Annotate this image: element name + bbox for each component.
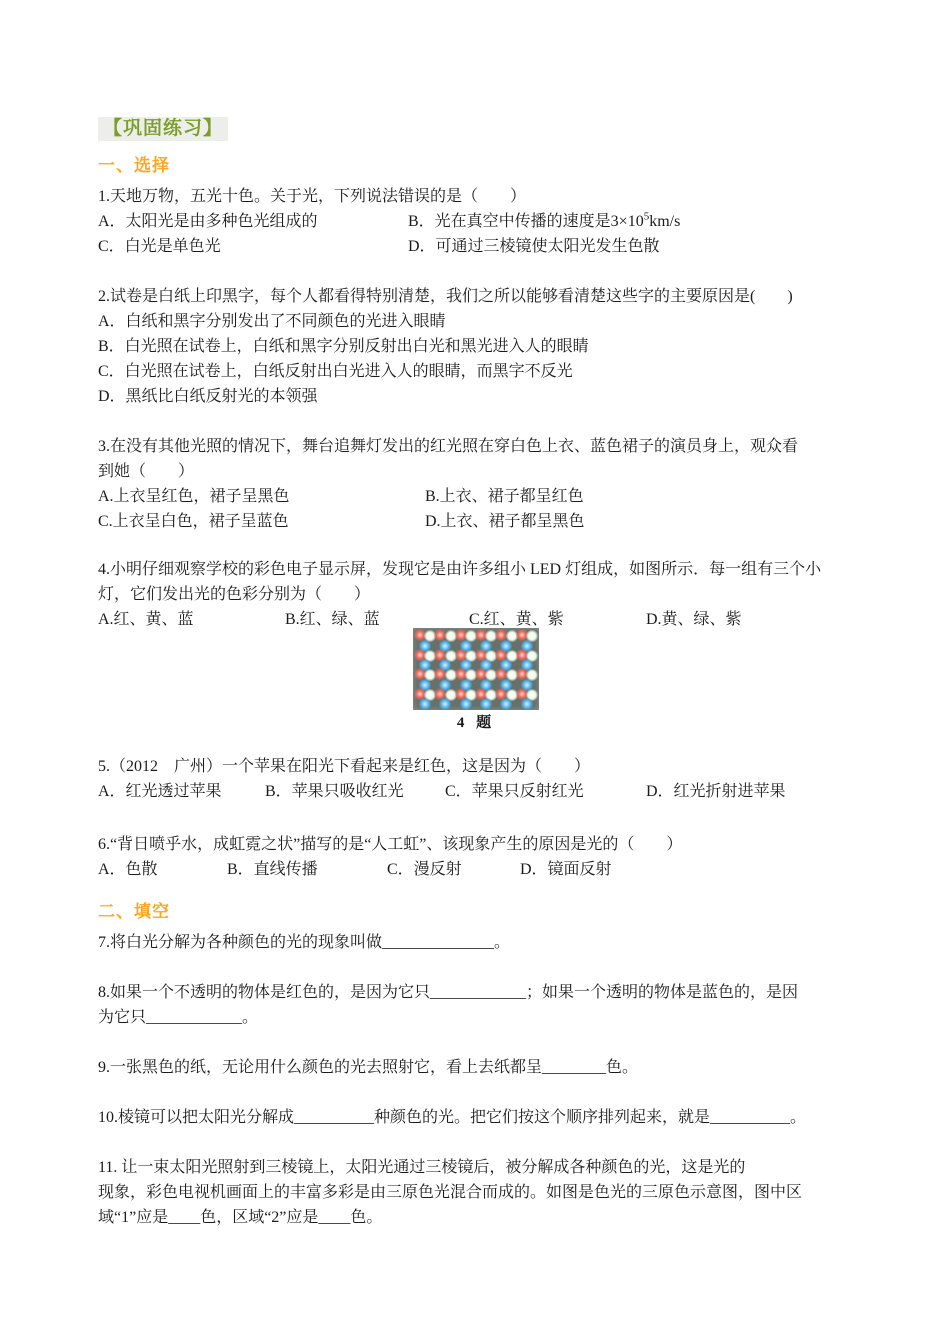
led-group	[496, 669, 516, 689]
led-group	[435, 689, 455, 709]
led-group	[476, 650, 496, 670]
question-5	[98, 754, 860, 804]
question-3-option-c: C.上衣呈白色，裙子呈蓝色	[98, 513, 289, 530]
led-group	[476, 630, 496, 650]
question-4	[98, 557, 860, 734]
option-b-base: B．光在真空中传播的速度是3×10	[408, 213, 644, 230]
question-8-text-line1: 8.如果一个不透明的物体是红色的，是因为它只____________；如果一个透明的物体是蓝色的，是因	[98, 984, 799, 1001]
question-11	[98, 1155, 860, 1230]
question-4-option-b: B.红、绿、蓝	[285, 611, 380, 628]
question-2-option-d: D．黑纸比白纸反射光的本领强	[98, 388, 318, 405]
led-group	[517, 689, 537, 709]
question-1	[98, 184, 860, 259]
blue-led-dot	[480, 698, 492, 710]
led-group	[435, 669, 455, 689]
section-choice-title: 一、选择	[98, 156, 170, 175]
question-2-option-c: C．白光照在试卷上，白纸反射出白光进入人的眼睛，而黑字不反光	[98, 363, 573, 380]
question-6-option-c: C．漫反射	[387, 861, 462, 878]
led-group	[435, 630, 455, 650]
blue-led-dot	[521, 698, 533, 710]
question-11-text-line3: 域“1”应是____色，区域“2”应是____色。	[98, 1209, 383, 1226]
led-group	[435, 650, 455, 670]
question-4-option-d: D.黄、绿、紫	[646, 611, 742, 628]
question-3-option-b: B.上衣、裙子都呈红色	[425, 488, 584, 505]
section-fill-title: 二、填空	[98, 902, 170, 921]
led-display-image	[413, 628, 539, 710]
led-group	[415, 689, 435, 709]
page-title: 【巩固练习】	[98, 117, 228, 141]
question-6-option-d: D．镜面反射	[520, 861, 612, 878]
led-group	[496, 689, 516, 709]
question-2-option-b: B．白光照在试卷上，白纸和黑字分别反射出白光和黑光进入人的眼睛	[98, 338, 589, 355]
question-7	[98, 930, 860, 955]
question-7-text: 7.将白光分解为各种颜色的光的现象叫做______________。	[98, 934, 511, 951]
led-group	[415, 630, 435, 650]
question-5-option-d: D．红光折射进苹果	[646, 783, 786, 800]
question-8-text-line2: 为它只____________。	[98, 1009, 259, 1026]
question-6-text: 6.“背日喷乎水，成虹霓之状”描写的是“人工虹”、该现象产生的原因是光的（ ）	[98, 836, 683, 853]
question-11-text-line1: 11. 让一束太阳光照射到三棱镜上，太阳光通过三棱镜后，被分解成各种颜色的光，这是光的	[98, 1159, 746, 1176]
blue-led-dot	[500, 698, 512, 710]
led-group	[476, 669, 496, 689]
led-group	[456, 669, 476, 689]
blue-led-dot	[419, 698, 431, 710]
question-3-option-d: D.上衣、裙子都呈黑色	[425, 513, 585, 530]
question-3	[98, 434, 860, 534]
led-group	[456, 650, 476, 670]
question-6-option-b: B．直线传播	[227, 861, 318, 878]
question-2-text: 2.试卷是白纸上印黑字，每个人都看得特别清楚，我们之所以能够看清楚这些字的主要原因是( )	[98, 288, 793, 305]
led-figure-caption: 4 题	[456, 715, 496, 731]
led-group	[476, 689, 496, 709]
question-4-text-line2: 灯，它们发出光的色彩分别为（ ）	[98, 586, 371, 603]
question-1-option-c: C．白光是单色光	[98, 238, 221, 255]
led-group	[456, 689, 476, 709]
question-4-option-a: A.红、黄、蓝	[98, 611, 194, 628]
blue-led-dot	[439, 698, 451, 710]
option-b-unit: km/s	[649, 213, 681, 230]
blue-led-dot	[460, 698, 472, 710]
question-1-option-a: A．太阳光是由多种色光组成的	[98, 213, 318, 230]
led-group	[517, 669, 537, 689]
question-5-option-a: A．红光透过苹果	[98, 783, 222, 800]
question-10-text: 10.棱镜可以把太阳光分解成__________种颜色的光。把它们按这个顺序排列起来，就是__________。	[98, 1109, 807, 1126]
question-1-option-d: D．可通过三棱镜使太阳光发生色散	[408, 238, 660, 255]
question-4-option-c: C.红、黄、紫	[469, 611, 564, 628]
led-group	[496, 630, 516, 650]
led-group	[415, 650, 435, 670]
led-figure	[413, 628, 539, 734]
led-group	[456, 630, 476, 650]
question-6-option-a: A．色散	[98, 861, 158, 878]
question-3-option-a: A.上衣呈红色，裙子呈黑色	[98, 488, 290, 505]
led-group	[517, 630, 537, 650]
question-4-text-line1: 4.小明仔细观察学校的彩色电子显示屏，发现它是由许多组小 LED 灯组成，如图所示．每一组有三个小	[98, 561, 822, 578]
question-5-option-c: C．苹果只反射红光	[445, 783, 584, 800]
question-11-text-line2: 现象，彩色电视机画面上的丰富多彩是由三原色光混合而成的。如图是色光的三原色示意图，图中区	[98, 1184, 803, 1201]
question-1-text: 1.天地万物，五光十色。关于光，下列说法错误的是（ ）	[98, 188, 527, 205]
led-group	[415, 669, 435, 689]
led-group	[496, 650, 516, 670]
question-5-text: 5.（2012 广州）一个苹果在阳光下看起来是红色，这是因为（ ）	[98, 758, 591, 775]
option-b-exponent: 5	[643, 210, 650, 223]
question-2-option-a: A．白纸和黑字分别发出了不同颜色的光进入眼睛	[98, 313, 446, 330]
question-8	[98, 980, 860, 1030]
led-group	[517, 650, 537, 670]
question-10	[98, 1105, 860, 1130]
question-3-text-line2: 到她（ ）	[98, 463, 195, 480]
question-1-option-b	[408, 210, 681, 230]
question-9	[98, 1055, 860, 1080]
question-2	[98, 284, 860, 409]
question-9-text: 9.一张黑色的纸，无论用什么颜色的光去照射它，看上去纸都呈________色。	[98, 1059, 639, 1076]
question-6	[98, 832, 860, 882]
question-3-text-line1: 3.在没有其他光照的情况下，舞台追舞灯发出的红光照在穿白色上衣、蓝色裙子的演员身上，观众看	[98, 438, 799, 455]
question-5-option-b: B．苹果只吸收红光	[265, 783, 404, 800]
